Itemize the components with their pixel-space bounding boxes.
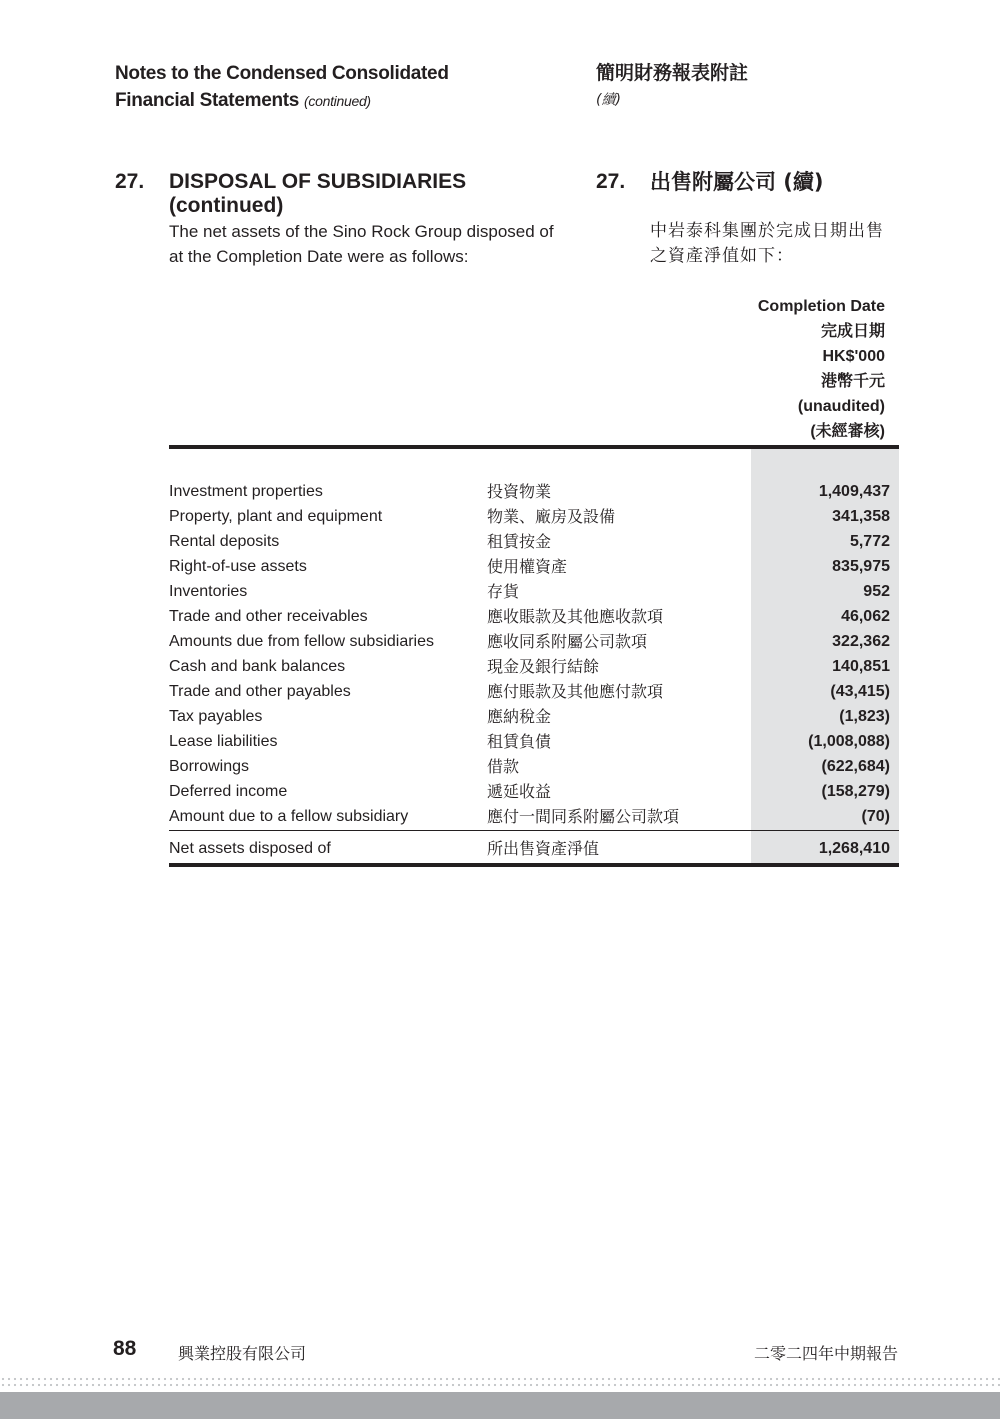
row-value: 341,358	[832, 508, 890, 525]
row-label-en: Inventories	[169, 583, 248, 600]
row-value: 46,062	[841, 608, 890, 625]
footer-company: 興業控股有限公司	[178, 1344, 307, 1363]
column-header-line1: Completion Date	[757, 298, 885, 315]
section-number-en: 27.	[115, 170, 145, 193]
section-title-zh: 出售附屬公司 (續)	[650, 170, 824, 194]
header-zh-continued: (續)	[596, 92, 621, 108]
row-label-zh: 應納稅金	[487, 707, 552, 726]
table-row	[169, 479, 890, 504]
row-label-zh: 應收同系附屬公司款項	[487, 632, 648, 651]
table-top-rule	[169, 445, 899, 449]
row-value: 952	[863, 583, 890, 600]
row-label-en: Amounts due from fellow subsidiaries	[169, 633, 435, 650]
footer-band	[0, 1392, 1000, 1419]
section-intro-en-line2: at the Completion Date were as follows:	[169, 247, 469, 266]
row-value: 835,975	[832, 558, 890, 575]
header-en	[115, 60, 449, 115]
table-row	[169, 504, 890, 529]
table-row	[169, 704, 890, 729]
header-zh	[596, 60, 748, 114]
row-value: (1,823)	[839, 708, 890, 725]
header-en-line1: Notes to the Condensed Consolidated	[115, 63, 449, 84]
row-value: (43,415)	[830, 683, 890, 700]
row-value: 322,362	[832, 633, 890, 650]
table-row	[169, 554, 890, 579]
table-row	[169, 679, 890, 704]
table-row	[169, 629, 890, 654]
row-label-zh: 租賃負債	[487, 732, 552, 751]
row-value: (70)	[861, 808, 890, 825]
row-label-zh: 投資物業	[487, 482, 552, 501]
column-header-line2: 完成日期	[820, 323, 885, 340]
total-label-zh: 所出售資產淨值	[487, 839, 600, 858]
total-label-en: Net assets disposed of	[169, 840, 331, 857]
row-label-zh: 應付一間同系附屬公司款項	[487, 807, 680, 826]
column-header	[758, 294, 885, 444]
section-number-zh: 27.	[596, 170, 626, 193]
section-intro-zh-line2: 之資產淨值如下：	[650, 246, 794, 266]
row-label-en: Cash and bank balances	[169, 658, 346, 675]
row-value: (1,008,088)	[808, 733, 890, 750]
section-intro-zh-line1: 中岩泰科集團於完成日期出售	[650, 221, 884, 241]
header-zh-title: 簡明財務報表附註	[596, 62, 749, 84]
row-label-zh: 應收賬款及其他應收款項	[487, 607, 664, 626]
row-label-en: Deferred income	[169, 783, 288, 800]
section-title-en-line2: (continued)	[169, 194, 284, 217]
header-en-line2: Financial Statements	[115, 90, 300, 111]
table-row	[169, 779, 890, 804]
table-row	[169, 804, 890, 829]
table-row	[169, 729, 890, 754]
row-label-en: Trade and other payables	[169, 683, 351, 700]
column-header-line4: 港幣千元	[820, 373, 885, 390]
subtotal-rule	[169, 830, 899, 831]
table-bottom-rule	[169, 863, 899, 867]
row-label-en: Borrowings	[169, 758, 250, 775]
row-label-zh: 使用權資產	[487, 557, 568, 576]
table-row	[169, 654, 890, 679]
row-value: 5,772	[849, 533, 890, 550]
footer-dot-pattern	[0, 1376, 1000, 1390]
column-header-line6: (未經審核)	[810, 423, 885, 440]
row-label-zh: 現金及銀行結餘	[487, 657, 600, 676]
column-header-line3: HK$'000	[822, 348, 885, 365]
row-label-en: Investment properties	[169, 483, 323, 500]
row-label-en: Trade and other receivables	[169, 608, 368, 625]
row-label-zh: 應付賬款及其他應付款項	[487, 682, 664, 701]
section-intro-en	[169, 219, 554, 269]
table-total-row	[169, 836, 890, 861]
table-row	[169, 579, 890, 604]
row-label-zh: 租賃按金	[487, 532, 552, 551]
column-header-line5: (unaudited)	[797, 398, 885, 415]
row-value: 140,851	[832, 658, 890, 675]
row-value: (158,279)	[821, 783, 890, 800]
row-label-en: Lease liabilities	[169, 733, 278, 750]
row-label-en: Tax payables	[169, 708, 263, 725]
section-title-en	[169, 170, 466, 218]
table-row	[169, 754, 890, 779]
section-intro-zh	[650, 219, 884, 269]
row-value: 1,409,437	[818, 483, 890, 500]
section-title-en-line1: DISPOSAL OF SUBSIDIARIES	[169, 170, 467, 193]
footer-report: 二零二四年中期報告	[753, 1344, 898, 1363]
row-label-zh: 存貨	[487, 582, 520, 601]
table-row	[169, 529, 890, 554]
page-number: 88	[113, 1337, 137, 1360]
section-intro-en-line1: The net assets of the Sino Rock Group disposed of	[169, 222, 554, 241]
header-en-continued: (continued)	[304, 93, 371, 109]
total-value: 1,268,410	[818, 840, 890, 857]
row-label-en: Rental deposits	[169, 533, 280, 550]
row-label-en: Amount due to a fellow subsidiary	[169, 808, 409, 825]
row-label-en: Right-of-use assets	[169, 558, 307, 575]
row-label-en: Property, plant and equipment	[169, 508, 383, 525]
row-label-zh: 遞延收益	[487, 782, 552, 801]
row-label-zh: 物業、廠房及設備	[487, 507, 616, 526]
row-label-zh: 借款	[487, 757, 520, 776]
table-row	[169, 604, 890, 629]
row-value: (622,684)	[821, 758, 890, 775]
